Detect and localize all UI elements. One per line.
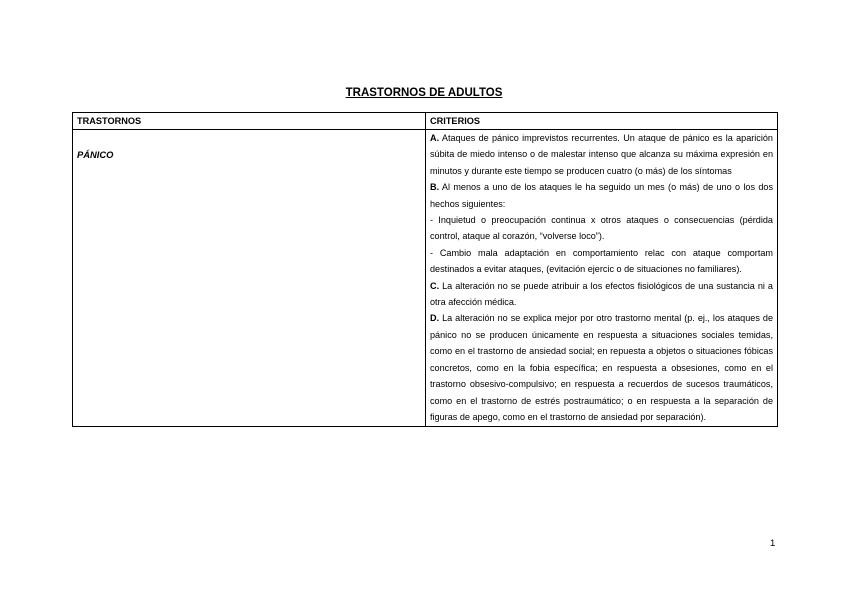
criterion-text: - Inquietud o preocupación continua x otros ataques o consecuencias (pérdida control, ataque al corazón, “volverse loco”). bbox=[430, 215, 773, 242]
criterion-text: La alteración no se puede atribuir a los efectos fisiológicos de una sustancia ni a otra afección médica. bbox=[430, 280, 773, 308]
table-header-row bbox=[73, 113, 778, 130]
criterion-text: La alteración no se explica mejor por otro trastorno mental (p. ej., los ataques de pánico no se producen únicamente en respuesta a situaciones sociales temidas, como en el trastorno de ansiedad social; en repuesta a objetos o situaciones fóbicas concretos, como en la fobia específica; en respuesta a obsesiones, como en el trastorno obsesivo-compulsivo; en respuesta a recuerdos de sucesos traumáticos, como en el trastorno de estrés postraumático; o en respuesta a la separación de figuras de apego, como en el trastorno de ansiedad por separación). bbox=[430, 313, 773, 422]
disorder-name: PÁNICO bbox=[73, 130, 426, 427]
criterion-text: Ataques de pánico imprevistos recurrentes. Un ataque de pánico es la aparición súbita de miedo intenso o de malestar intenso que alcanza su máxima expresión en minutos y durante este tiempo se producen cuatro (o más) de los síntomas bbox=[430, 133, 773, 176]
criteria-cell bbox=[426, 130, 778, 427]
criterion-letter: C. bbox=[430, 280, 440, 291]
criterion-a bbox=[430, 130, 773, 179]
criterion-b-item-1 bbox=[430, 212, 773, 245]
table-row bbox=[73, 130, 778, 427]
criterion-letter: A. bbox=[430, 133, 440, 143]
criterion-letter: D. bbox=[430, 313, 440, 324]
criterion-c bbox=[430, 278, 773, 311]
criterion-d bbox=[430, 310, 773, 425]
criterion-text: - Cambio mala adaptación en comportamiento relac con ataque comportam destinados a evitar ataques, (evitación ejercic o de situaciones no familiares). bbox=[430, 247, 773, 275]
page-title: TRASTORNOS DE ADULTOS bbox=[345, 87, 503, 99]
disorders-table bbox=[72, 112, 778, 427]
header-trastornos: TRASTORNOS bbox=[73, 113, 426, 130]
criterion-b bbox=[430, 179, 773, 212]
criterion-b-item-2 bbox=[430, 245, 773, 278]
header-criterios: CRITERIOS bbox=[426, 113, 778, 130]
criterion-text: Al menos a uno de los ataques le ha seguido un mes (o más) de uno o los dos hechos siguientes: bbox=[430, 182, 773, 209]
criterion-letter: B. bbox=[430, 182, 440, 193]
page-number: 1 bbox=[770, 538, 776, 549]
